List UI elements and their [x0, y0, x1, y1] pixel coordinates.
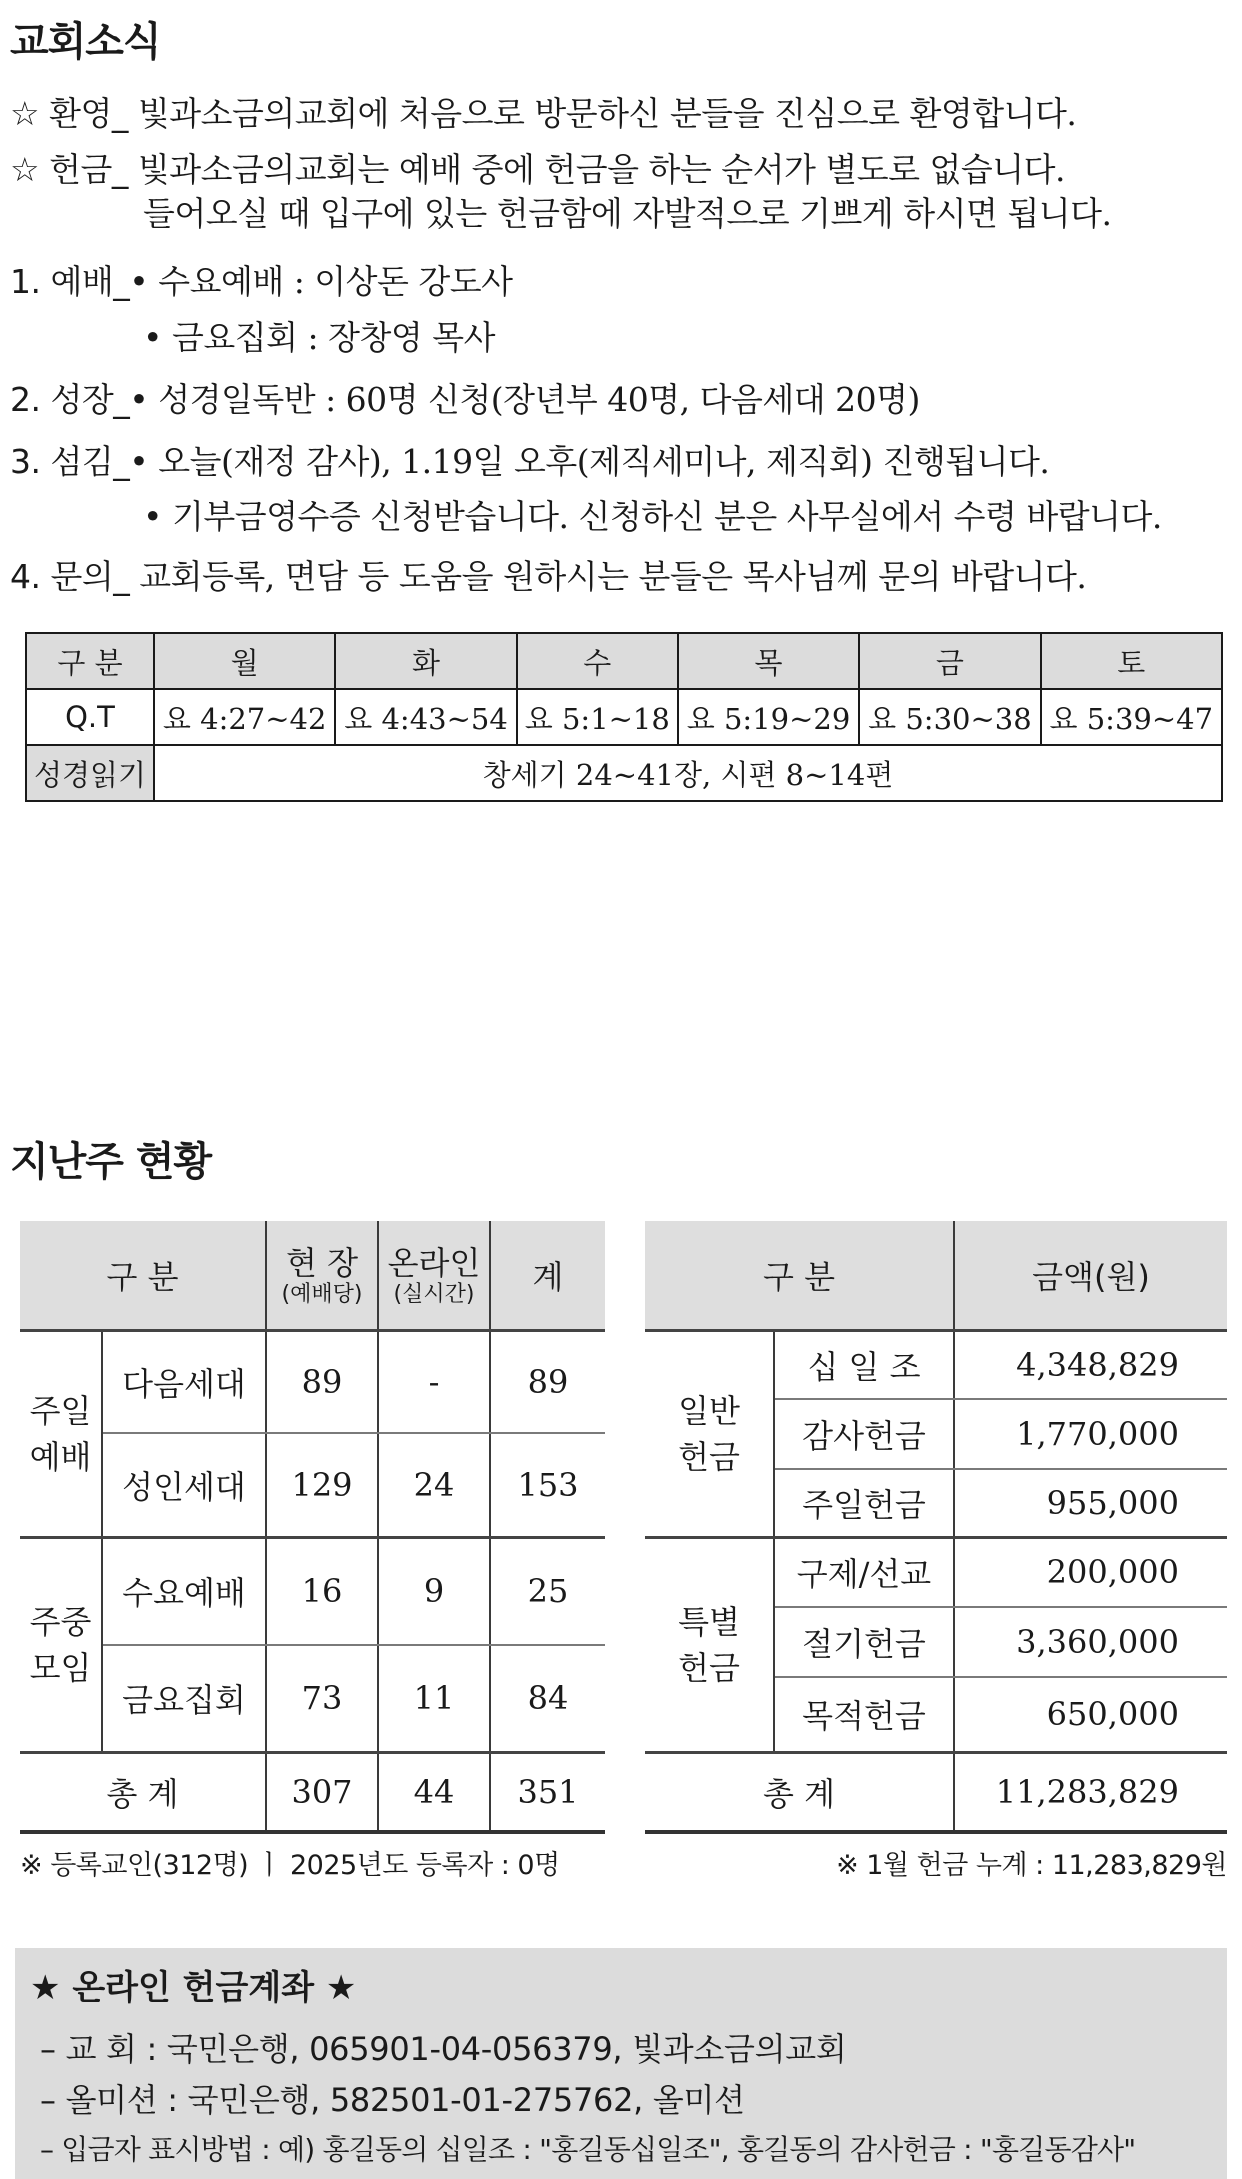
- offering-label: ☆ 헌금_: [10, 150, 128, 189]
- offering-sum-row: [645, 1752, 1227, 1832]
- att-row-label: 다음세대: [102, 1330, 266, 1433]
- off-amount: 200,000: [954, 1537, 1227, 1607]
- schedule-header-row: [26, 633, 1222, 689]
- table-row: [645, 1330, 1227, 1399]
- day-wed: 수: [517, 633, 678, 689]
- off-row-label: 십 일 조: [774, 1330, 954, 1399]
- qt-cell: 요 5:30~38: [859, 689, 1040, 745]
- off-header-category: 구 분: [645, 1221, 954, 1330]
- att-header-onsite: 현 장 (예배당): [266, 1221, 378, 1330]
- att-total: 25: [490, 1537, 605, 1645]
- item-worship-label: 1. 예배_: [10, 262, 130, 301]
- welcome-text: 빛과소금의교회에 처음으로 방문하신 분들을 진심으로 환영합니다.: [127, 94, 1077, 133]
- att-sum-total: 351: [490, 1752, 605, 1832]
- att-sum-onsite: 307: [266, 1752, 378, 1832]
- att-header-online: 온라인 (실시간): [378, 1221, 490, 1330]
- day-tue: 화: [335, 633, 516, 689]
- att-online: -: [378, 1330, 490, 1433]
- table-row: [20, 1537, 605, 1645]
- off-sum-label: 총 계: [645, 1752, 954, 1832]
- registered-note: ※ 등록교인(312명) ㅣ 2025년도 등록자 : 0명: [20, 1850, 560, 1881]
- att-header-total: 계: [490, 1221, 605, 1330]
- offering-total-note: ※ 1월 헌금 누계 : 11,283,829원: [836, 1850, 1227, 1881]
- att-onsite: 89: [266, 1330, 378, 1433]
- account-mission: – 올미션 : 국민은행, 582501-01-275762, 올미션: [40, 2081, 745, 2119]
- item-serve-label: 3. 섬김_: [10, 442, 130, 481]
- schedule-qt-row: [26, 689, 1222, 745]
- item-serve-line-2: • 기부금영수증 신청받습니다. 신청하신 분은 사무실에서 수령 바랍니다.: [143, 497, 1162, 536]
- att-onsite: 16: [266, 1537, 378, 1645]
- att-header-category: 구 분: [20, 1221, 266, 1330]
- off-amount: 650,000: [954, 1677, 1227, 1752]
- qt-cell: 요 5:1~18: [517, 689, 678, 745]
- offering-line-2: 들어오실 때 입구에 있는 헌금함에 자발적으로 기쁘게 하시면 됩니다.: [143, 194, 1112, 233]
- offering-header-row: [645, 1221, 1227, 1330]
- table-row: [645, 1537, 1227, 1607]
- att-total: 84: [490, 1645, 605, 1752]
- news-title: 교회소식: [10, 19, 161, 65]
- off-amount: 955,000: [954, 1469, 1227, 1537]
- att-onsite: 129: [266, 1433, 378, 1537]
- qt-cell: 요 4:43~54: [335, 689, 516, 745]
- off-group-special: 특별 헌금: [645, 1537, 774, 1752]
- status-title: 지난주 현황: [10, 1139, 212, 1185]
- item-worship-line-1: • 수요예배 : 이상돈 강도사: [129, 262, 513, 301]
- schedule-table: [25, 632, 1223, 802]
- account-title: ★ 온라인 헌금계좌 ★: [30, 1968, 357, 2008]
- item-growth-line-1: • 성경일독반 : 60명 신청(장년부 40명, 다음세대 20명): [129, 380, 920, 419]
- off-row-label: 목적헌금: [774, 1677, 954, 1752]
- item-serve: [10, 442, 1049, 482]
- account-howto: – 입금자 표시방법 : 예) 홍길동의 십일조 : "홍길동십일조", 홍길동의 감사헌금 : "홍길동감사": [40, 2133, 1136, 2166]
- item-inquiry-label: 4. 문의_: [10, 557, 130, 596]
- account-church: – 교 회 : 국민은행, 065901-04-056379, 빛과소금의교회: [40, 2030, 847, 2068]
- offering-line: [10, 150, 1065, 190]
- table-row: [20, 1645, 605, 1752]
- reading-label: 성경읽기: [26, 745, 154, 801]
- item-worship: [10, 262, 513, 302]
- offering-text: 빛과소금의교회는 예배 중에 헌금을 하는 순서가 별도로 없습니다.: [127, 150, 1065, 189]
- schedule-corner: 구 분: [26, 633, 154, 689]
- schedule-reading-row: [26, 745, 1222, 801]
- attendance-table: [20, 1221, 605, 1834]
- item-inquiry-line-1: 교회등록, 면담 등 도움을 원하시는 분들은 목사님께 문의 바랍니다.: [129, 557, 1087, 596]
- item-serve-line-1: • 오늘(재정 감사), 1.19일 오후(제직세미나, 제직회) 진행됩니다.: [129, 442, 1050, 481]
- off-row-label: 주일헌금: [774, 1469, 954, 1537]
- item-inquiry: [10, 557, 1086, 597]
- att-row-label: 금요집회: [102, 1645, 266, 1752]
- off-amount: 1,770,000: [954, 1399, 1227, 1469]
- off-header-amount: 금액(원): [954, 1221, 1227, 1330]
- off-row-label: 감사헌금: [774, 1399, 954, 1469]
- welcome-line: [10, 94, 1076, 134]
- day-thu: 목: [678, 633, 859, 689]
- att-total: 153: [490, 1433, 605, 1537]
- att-online: 9: [378, 1537, 490, 1645]
- att-row-label: 성인세대: [102, 1433, 266, 1537]
- table-row: [20, 1433, 605, 1537]
- off-amount: 4,348,829: [954, 1330, 1227, 1399]
- off-amount: 3,360,000: [954, 1607, 1227, 1677]
- reading-cell: 창세기 24~41장, 시편 8~14편: [154, 745, 1222, 801]
- att-onsite: 73: [266, 1645, 378, 1752]
- day-fri: 금: [859, 633, 1040, 689]
- att-online: 24: [378, 1433, 490, 1537]
- offering-table: [645, 1221, 1227, 1834]
- item-growth: [10, 380, 920, 420]
- day-sat: 토: [1041, 633, 1222, 689]
- att-group-weekday: 주중 모임: [20, 1537, 102, 1752]
- online-account-box: [15, 1948, 1227, 2179]
- attendance-header-row: [20, 1221, 605, 1330]
- table-row: [20, 1330, 605, 1433]
- item-worship-line-2: • 금요집회 : 장창영 목사: [143, 318, 495, 357]
- off-row-label: 절기헌금: [774, 1607, 954, 1677]
- off-sum-amount: 11,283,829: [954, 1752, 1227, 1832]
- qt-cell: 요 4:27~42: [154, 689, 335, 745]
- att-row-label: 수요예배: [102, 1537, 266, 1645]
- att-total: 89: [490, 1330, 605, 1433]
- qt-label: Q.T: [26, 689, 154, 745]
- welcome-label: ☆ 환영_: [10, 94, 128, 133]
- item-growth-label: 2. 성장_: [10, 380, 130, 419]
- qt-cell: 요 5:19~29: [678, 689, 859, 745]
- attendance-sum-row: [20, 1752, 605, 1832]
- att-group-sunday: 주일 예배: [20, 1330, 102, 1537]
- att-online: 11: [378, 1645, 490, 1752]
- att-sum-online: 44: [378, 1752, 490, 1832]
- off-group-general: 일반 헌금: [645, 1330, 774, 1537]
- day-mon: 월: [154, 633, 335, 689]
- att-sum-label: 총 계: [20, 1752, 266, 1832]
- off-row-label: 구제/선교: [774, 1537, 954, 1607]
- qt-cell: 요 5:39~47: [1041, 689, 1222, 745]
